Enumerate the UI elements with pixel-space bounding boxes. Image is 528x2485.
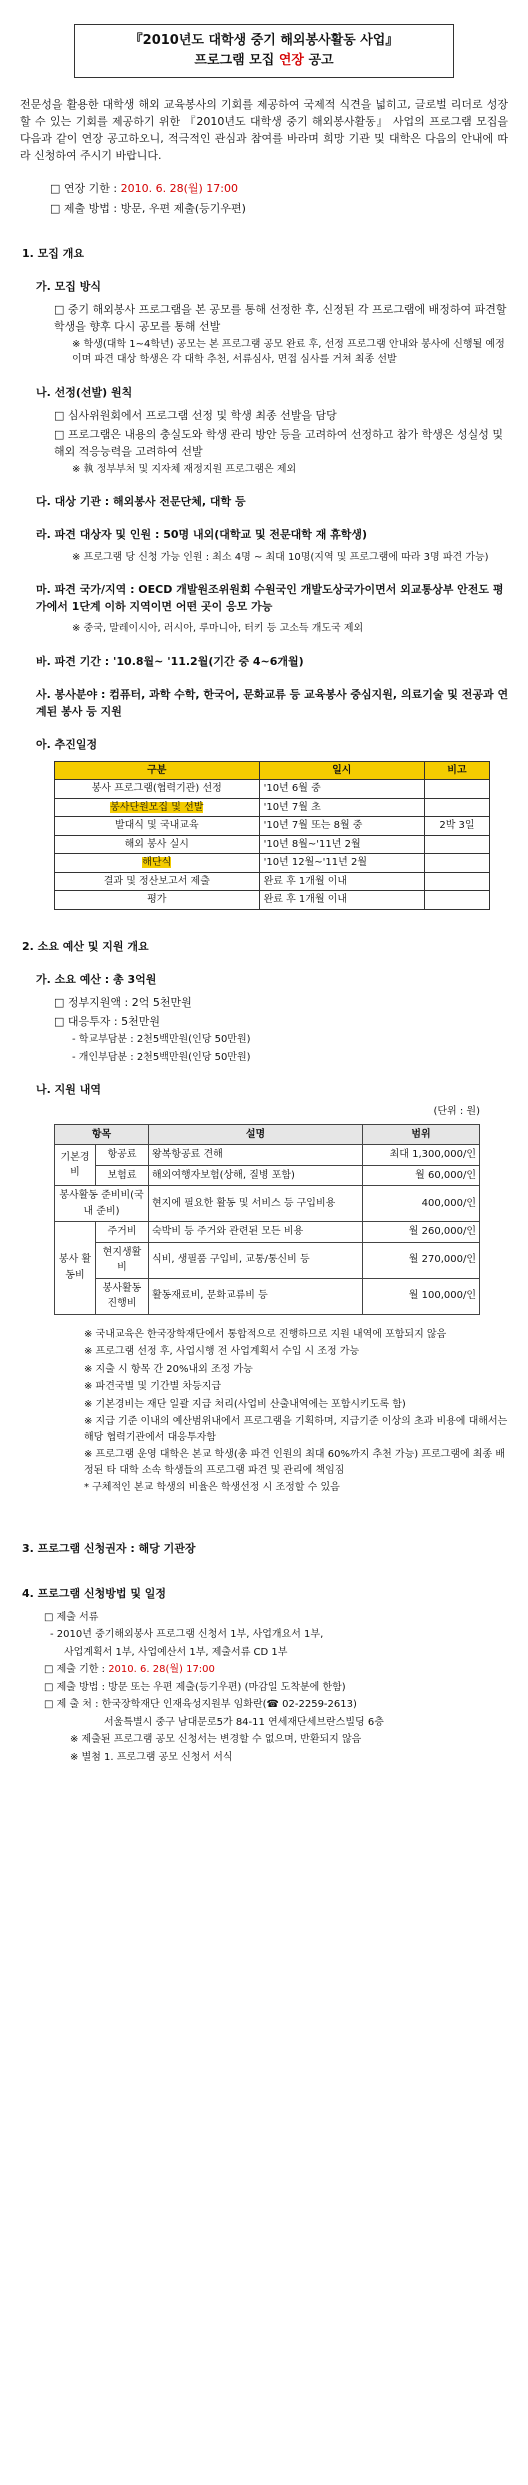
s1-b1: □ 심사위원회에서 프로그램 선정 및 학생 최종 선발을 담당 (54, 408, 337, 422)
s4-l6: 서울특별시 중구 남대문로5가 84-11 연세재단세브란스빌딩 6층 (104, 1716, 384, 1728)
schedule-cell: '10년 7월 초 (259, 798, 424, 817)
schedule-cell: 완료 후 1개월 이내 (259, 872, 424, 891)
deadline-value: 2010. 6. 28(월) 17:00 (120, 182, 238, 196)
subtitle-highlight: 연장 (278, 53, 304, 69)
schedule-cell: 완료 후 1개월 이내 (259, 891, 424, 910)
support-range: 400,000/인 (363, 1186, 480, 1222)
schedule-cell (424, 891, 489, 910)
schedule-cell: '10년 8월~'11년 2월 (259, 835, 424, 854)
highlight-text: 해단식 (142, 857, 172, 869)
s1-b2: □ 프로그램은 내용의 충실도와 학생 관리 방안 등을 고려하여 선정하고 참가 학생은 성실성 및 해외 적응능력을 고려하여 선발 (54, 427, 504, 458)
table-row (55, 1222, 480, 1243)
s4-l7: ※ 제출된 프로그램 공모 신청서는 변경할 수 없으며, 반환되지 않음 (70, 1734, 362, 1746)
s2-a: 가. 소요 예산 : 총 3억원 (36, 972, 157, 986)
page-subtitle (79, 51, 449, 71)
support-range: 최대 1,300,000/인 (363, 1145, 480, 1166)
table-row (55, 1186, 480, 1222)
support-table (54, 1124, 480, 1315)
table-row (55, 780, 490, 799)
s1-b3: ※ 執 정부부처 및 지자체 재정지원 프로그램은 제외 (72, 463, 297, 475)
schedule-cell: '10년 7월 또는 8월 중 (259, 817, 424, 836)
support-desc: 왕복항공료 견해 (149, 1145, 363, 1166)
s4-deadline-value: 2010. 6. 28(월) 17:00 (108, 1664, 215, 1676)
s1-a1: □ 중기 해외봉사 프로그램을 본 공모를 통해 선정한 후, 신정된 각 프로그램에 배정하여 파견할 학생을 향후 다시 공모를 통해 선발 (54, 302, 507, 333)
support-note: * 구체적인 본교 학생의 비율은 학생선정 시 조정할 수 있음 (84, 1482, 340, 1494)
support-desc: 해외여행자보험(상해, 질병 포함) (149, 1165, 363, 1186)
s4-l2: - 2010년 중기해외봉사 프로그램 신청서 1부, 사업개요서 1부, (50, 1629, 324, 1641)
support-note: ※ 프로그램 선정 후, 사업시행 전 사업계획서 수입 시 조정 가능 (84, 1346, 360, 1358)
support-note: ※ 국내교육은 한국장학재단에서 통합적으로 진행하므로 지원 내역에 포함되지 않음 (84, 1328, 447, 1340)
s1-b-heading: 나. 선정(선발) 원칙 (36, 385, 133, 399)
support-item: 봉사활동 진행비 (96, 1278, 149, 1314)
schedule-cell: '10년 6월 중 (259, 780, 424, 799)
support-note: ※ 기본경비는 재단 일괄 지급 처리(사업비 산출내역에는 포함시키도록 함) (84, 1398, 406, 1410)
s1-a2: ※ 학생(대학 1~4학년) 공모는 본 프로그램 공모 완료 후, 선정 프로그램 안내와 봉사에 신행될 예정이며 파견 대상 학생은 각 대학 추천, 서류심사, 면접 심사를 거쳐 최종 선발 (72, 338, 505, 366)
schedule-cell: '10년 12월~'11년 2월 (259, 854, 424, 873)
subtitle-part: 프로그램 모집 (194, 53, 279, 69)
s4-l5: □ 제 출 처 : 한국장학재단 인재육성지원부 임화란(☎ 02-2259-2613) (44, 1699, 357, 1711)
section-2-heading: 2. 소요 예산 및 지원 개요 (22, 939, 149, 953)
schedule-cell: 결과 및 정산보고서 제출 (55, 872, 260, 891)
schedule-cell: 2박 3일 (424, 817, 489, 836)
support-note: ※ 파견국별 및 기간별 차등지급 (84, 1381, 222, 1393)
s4-l4: □ 제출 방법 : 방문 또는 우편 제출(등기우편) (마감일 도착분에 한함) (44, 1681, 346, 1693)
table-row (55, 798, 490, 817)
section-3-heading: 3. 프로그램 신청권자 : 해당 기관장 (22, 1541, 196, 1555)
schedule-cell (55, 798, 260, 817)
s4-l1: □ 제출 서류 (44, 1611, 99, 1623)
support-group: 봉사 활동비 (55, 1222, 96, 1315)
s1-c: 다. 대상 기관 : 해외봉사 전문단체, 대학 등 (36, 495, 246, 509)
table-row (55, 1165, 480, 1186)
schedule-table (54, 761, 490, 910)
schedule-header-row (55, 761, 490, 780)
support-range: 월 260,000/인 (363, 1222, 480, 1243)
support-header-row (55, 1124, 480, 1145)
unit-label: (단위 : 원) (433, 1106, 480, 1118)
schedule-cell: 발대식 및 국내교육 (55, 817, 260, 836)
support-desc: 식비, 생필품 구입비, 교통/통신비 등 (149, 1242, 363, 1278)
table-row (55, 817, 490, 836)
support-group: 봉사활동 준비비(국내 준비) (55, 1186, 149, 1222)
s1-f: 바. 파견 기간 : '10.8월~ '11.2월(기간 중 4~6개월) (36, 654, 304, 668)
s2-a1: □ 정부지원액 : 2억 5천만원 (54, 995, 192, 1009)
support-desc: 현지에 필요한 활동 및 서비스 등 구입비용 (149, 1186, 363, 1222)
schedule-cell: 해외 봉사 실시 (55, 835, 260, 854)
intro-paragraph: 전문성을 활용한 대학생 해외 교육봉사의 기회를 제공하여 국제적 식견을 넓히고, 글로벌 리더로 성장할 수 있는 기회를 제공하기 위한 『2010년도 대학생 중기 해외봉사활동』 사업의 프로그램 모집을 다음과 같이 연장 공고하오니, 적극적인 관심과 참여를 바라며 희망 기관 및 대학은 다음의 안내에 따라 신청하여 주시기 바랍니다. (20, 98, 508, 163)
support-item: 보험료 (96, 1165, 149, 1186)
support-note: ※ 지급 기준 이내의 예산범위내에서 프로그램을 기획하며, 지급기준 이상의 초과 비용에 대해서는 해당 협력기관에서 대응투자함 (84, 1416, 508, 1443)
s1-d: 라. 파견 대상자 및 인원 : 50명 내외(대학교 및 전문대학 재 휴학생) (36, 528, 368, 542)
s4-deadline-label: □ 제출 기한 : (44, 1664, 109, 1676)
subtitle-part: 공고 (303, 53, 334, 69)
table-row (55, 1278, 480, 1314)
support-group: 기본경비 (55, 1145, 96, 1186)
schedule-cell (55, 854, 260, 873)
table-row (55, 872, 490, 891)
table-row (55, 835, 490, 854)
s4-l3: 사업계획서 1부, 사업예산서 1부, 제출서류 CD 1부 (64, 1646, 288, 1658)
title-box (74, 24, 454, 78)
table-row (55, 1242, 480, 1278)
section-4-heading: 4. 프로그램 신청방법 및 일정 (22, 1586, 167, 1600)
s2-a3: - 학교부담분 : 2천5백만원(인당 50만원) (72, 1034, 251, 1045)
s1-h-heading: 아. 추진일정 (36, 737, 98, 751)
s1-d-note: ※ 프로그램 당 신청 가능 인원 : 최소 4명 ~ 최대 10명(지역 및 프로그램에 따라 3명 파견 가능) (72, 551, 489, 563)
schedule-cell (424, 835, 489, 854)
section-1-heading: 1. 모집 개요 (22, 246, 84, 260)
support-header: 설명 (149, 1124, 363, 1145)
support-desc: 숙박비 등 주거와 관련된 모든 비용 (149, 1222, 363, 1243)
support-header: 항목 (55, 1124, 149, 1145)
s2-a4: - 개인부담분 : 2천5백만원(인당 50만원) (72, 1051, 251, 1063)
s4-deadline (44, 1662, 514, 1678)
highlight-text: 봉사단원모집 및 선발 (110, 801, 204, 813)
support-header: 범위 (363, 1124, 480, 1145)
support-note: ※ 지출 시 항목 간 20%내외 조정 가능 (84, 1363, 253, 1375)
schedule-cell (424, 798, 489, 817)
table-row (55, 891, 490, 910)
support-item: 항공료 (96, 1145, 149, 1166)
support-desc: 활동재료비, 문화교류비 등 (149, 1278, 363, 1314)
submit-method-line: □ 제출 방법 : 방문, 우편 제출(등기우편) (50, 201, 246, 215)
deadline-label: □ 연장 기한 : (50, 182, 121, 196)
support-note: ※ 프로그램 운영 대학은 본교 학생(총 파견 인원의 최대 60%까지 추천 가능) 프로그램에 최종 배정된 타 대학 소속 학생들의 프로그램 파견 및 관리에 책임짐 (84, 1449, 506, 1476)
s4-l8: ※ 별첨 1. 프로그램 공모 신청서 서식 (70, 1751, 233, 1763)
schedule-cell (424, 872, 489, 891)
schedule-cell (424, 854, 489, 873)
s1-g: 사. 봉사분야 : 컴퓨터, 과학 수학, 한국어, 문화교류 등 교육봉사 중심지원, 의료기술 및 전공과 연계된 봉사 등 지원 (36, 687, 509, 718)
schedule-header: 구분 (55, 761, 260, 780)
support-item: 주거비 (96, 1222, 149, 1243)
s2-b: 나. 지원 내역 (36, 1083, 101, 1096)
support-range: 월 100,000/인 (363, 1278, 480, 1314)
table-row (55, 854, 490, 873)
page-title: 『2010년도 대학생 중기 해외봉사활동 사업』 (129, 33, 399, 48)
spacer (14, 1498, 514, 1512)
schedule-cell: 평가 (55, 891, 260, 910)
schedule-header: 일시 (259, 761, 424, 780)
deadline-line (50, 180, 514, 197)
s1-a-heading: 가. 모집 방식 (36, 279, 101, 293)
schedule-header: 비고 (424, 761, 489, 780)
s1-e: 마. 파견 국가/지역 : OECD 개발원조위원회 수원국인 개발도상국가이면서 외교통상부 안전도 평가에서 1단계 이하 지역이면 어떤 곳이 응모 가능 (36, 583, 504, 614)
support-item: 현지생활비 (96, 1242, 149, 1278)
table-row (55, 1145, 480, 1166)
schedule-cell (424, 780, 489, 799)
support-range: 월 270,000/인 (363, 1242, 480, 1278)
s1-e-note: ※ 중국, 말레이시아, 러시아, 루마니아, 터키 등 고소득 개도국 제외 (72, 623, 364, 635)
s2-a2: □ 대응투자 : 5천만원 (54, 1014, 160, 1028)
schedule-cell: 봉사 프로그램(협력기관) 선정 (55, 780, 260, 799)
support-range: 월 60,000/인 (363, 1165, 480, 1186)
